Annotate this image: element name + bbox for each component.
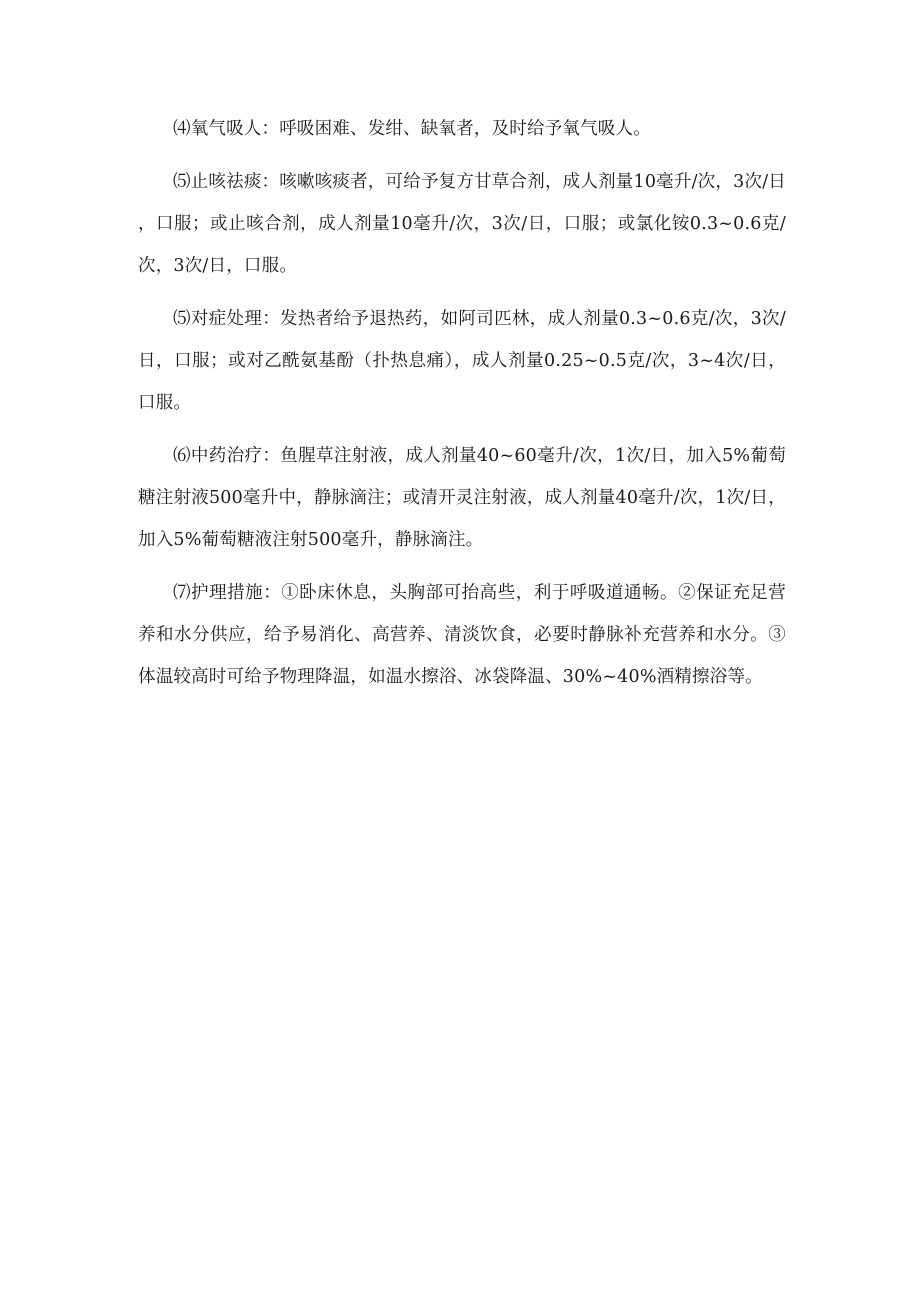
paragraph-cough-expectorant: ⑸止咳祛痰：咳嗽咳痰者，可给予复方甘草合剂，成人剂量10毫升/次，3次/日，口服；或止咳合剂，成人剂量10毫升/次，3次/日，口服；或氯化铵0.3~0.6克/次，3次/日，口服。 [138,172,786,276]
paragraph-oxygen-inhalation: ⑷氧气吸人：呼吸困难、发绀、缺氧者，及时给予氧气吸人。 [173,119,651,139]
paragraph-symptomatic-treatment: ⑸对症处理：发热者给予退热药，如阿司匹林，成人剂量0.3~0.6克/次，3次/日，口服；或对乙酰氨基酚（扑热息痛），成人剂量0.25~0.5克/次，3~4次/日，口服。 [138,309,786,413]
paragraph-herbal-treatment: ⑹中药治疗：鱼腥草注射液，成人剂量40~60毫升/次，1次/日，加入5%葡萄糖注射液500毫升中，静脉滴注；或清开灵注射液，成人剂量40毫升/次，1次/日，加入5%葡萄糖液注射500毫升，静脉滴注。 [138,446,786,550]
document-body [138,108,786,709]
paragraph-nursing-measures: ⑺护理措施：①卧床休息，头胸部可抬高些，利于呼吸道通畅。②保证充足营养和水分供应，给予易消化、高营养、清淡饮食，必要时静脉补充营养和水分。③体温较高时可给予物理降温，如温水擦浴、冰袋降温、30%~40%酒精擦浴等。 [138,583,786,687]
